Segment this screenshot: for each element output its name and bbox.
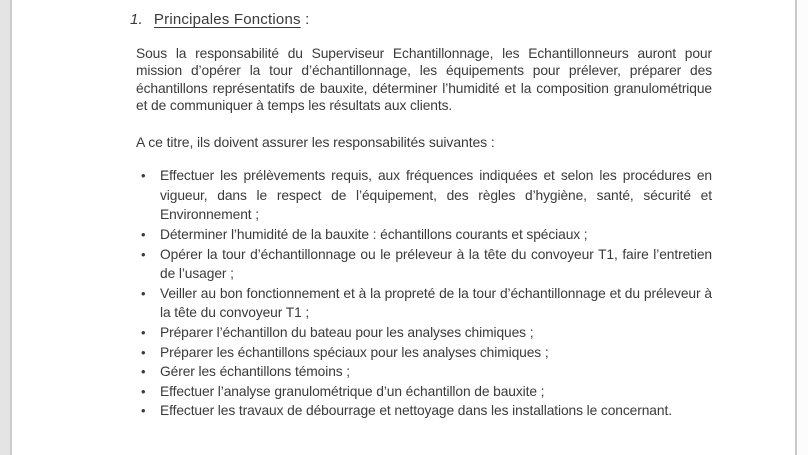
bullet-item: • Effectuer les prélèvements requis, aux fréquences indiquées et selon les procédures en vigueur, dans le respect de l’équipement, des règles d’hygiène, santé, sécurité et Environnement ;: [136, 166, 712, 225]
bullet-item: • Gérer les échantillons témoins ;: [136, 362, 712, 382]
bullet-item: • Veiller au bon fonctionnement et à la propreté de la tour d’échantillonnage et du préleveur à la tête du convoyeur T1 ;: [136, 284, 712, 323]
responsibilities-list: [136, 166, 712, 421]
section-title-colon: :: [300, 11, 310, 28]
bullet-item: • Préparer l’échantillon du bateau pour les analyses chimiques ;: [136, 323, 712, 343]
section-heading: [130, 10, 712, 29]
right-page-gutter: [797, 0, 808, 455]
section-title: Principales Fonctions: [153, 11, 301, 28]
section-number: 1.: [130, 11, 143, 28]
bullet-item: • Déterminer l’humidité de la bauxite : échantillons courants et spéciaux ;: [136, 225, 712, 245]
left-page-gutter: [0, 0, 12, 455]
bullet-item: • Effectuer les travaux de débourrage et nettoyage dans les installations le concernant.: [136, 401, 712, 421]
intro-paragraph: Sous la responsabilité du Superviseur Echantillonnage, les Echantillonneurs auront pour mission d’opérer la tour d’échantillonnage, les équipements pour prélever, préparer des échantillons représentatifs de bauxite, déterminer l’humidité et la composition granulométrique et de communiquer à temps les résultats aux clients.: [136, 46, 712, 113]
bullet-item: • Préparer les échantillons spéciaux pour les analyses chimiques ;: [136, 343, 712, 363]
lead-sentence: A ce titre, ils doivent assurer les responsabilités suivantes :: [136, 134, 495, 151]
bullet-item: • Effectuer l’analyse granulométrique d’un échantillon de bauxite ;: [136, 382, 712, 402]
bullet-item: • Opérer la tour d’échantillonnage ou le préleveur à la tête du convoyeur T1, faire l’entretien de l’usager ;: [136, 245, 712, 284]
document-body: [130, 10, 712, 421]
